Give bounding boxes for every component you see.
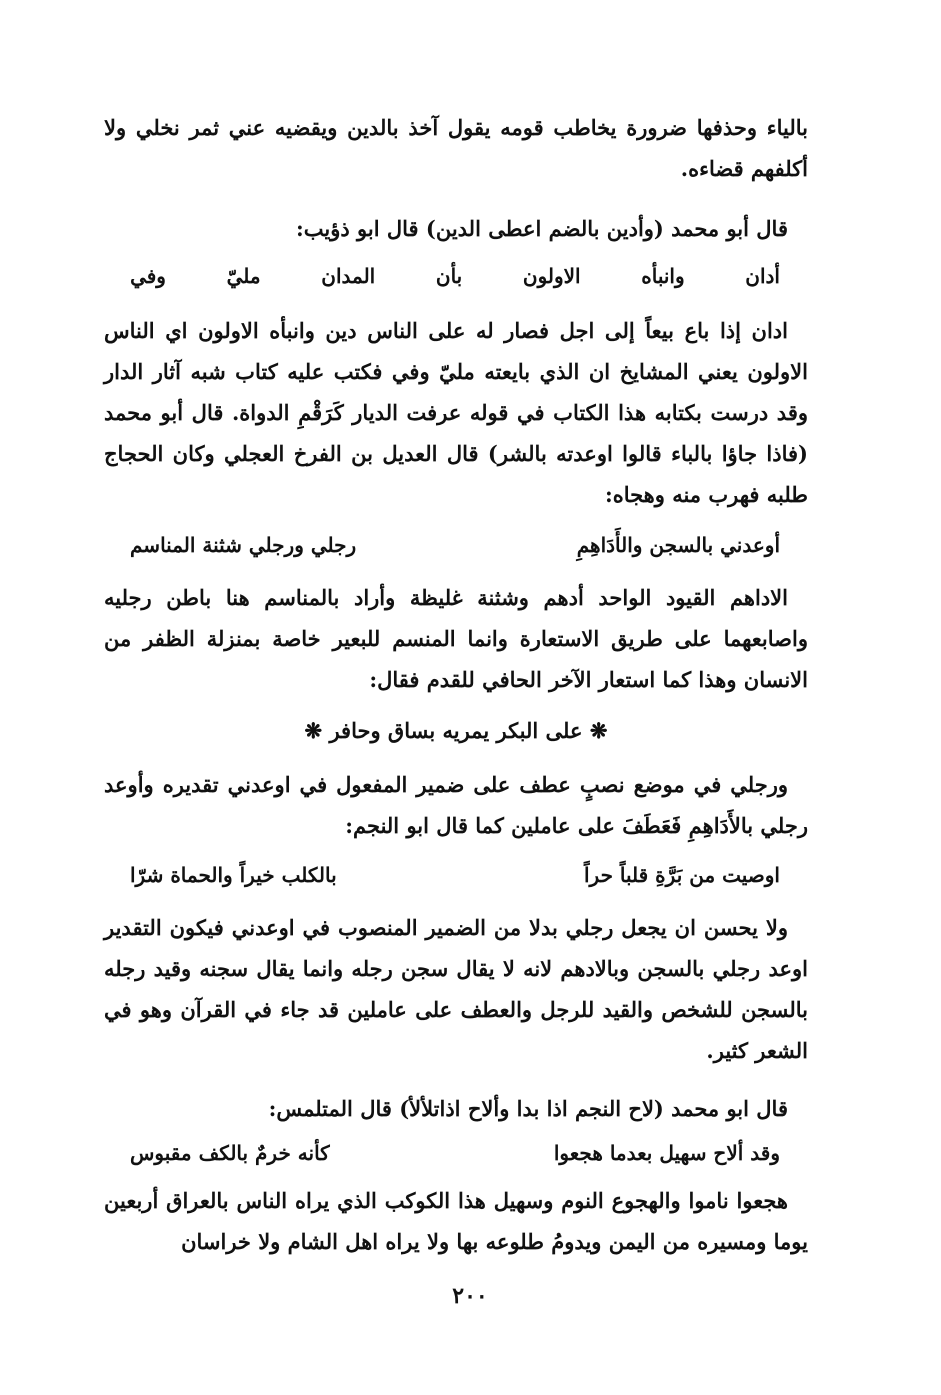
verse-1-word-3: الاولون bbox=[522, 264, 581, 288]
verse-1-word-1: أدان bbox=[745, 264, 780, 288]
paragraph-7: قال ابو محمد (لاح النجم اذا بدا وألاح اذاتلألأ) قال المتلمس: bbox=[268, 1096, 788, 1121]
verse-1-word-7: وفي bbox=[130, 264, 166, 288]
verse-1-word-6: مليّ bbox=[226, 264, 261, 288]
verse-3: ❋ على البكر يمريه بساق وحافر ❋ bbox=[304, 718, 608, 743]
paragraph-2: قال أبو محمد (وأدين بالضم اعطى الدين) قال ابو ذؤيب: bbox=[296, 216, 788, 241]
verse-1-word-4: بأن bbox=[435, 264, 463, 288]
page-number: ٢٠٠ bbox=[452, 1283, 488, 1309]
verse-5-first-hemistich: وقد ألاح سهيل بعدما هجعوا bbox=[553, 1141, 780, 1165]
verse-5-second-hemistich: كأنه خرمٌ بالكف مقبوس bbox=[130, 1141, 330, 1165]
verse-4 bbox=[130, 855, 780, 895]
paragraph-8: هجعوا ناموا والهجوع النوم وسهيل هذا الكوكب الذي يراه الناس بالعراق أربعين يوما ومسيره من اليمن ويدومُ طلوعه بها ولا يراه اهل الشام ولا خراسان bbox=[104, 1188, 808, 1254]
verse-4-first-hemistich: اوصيت من بَرَّةِ قلباً حراً bbox=[583, 863, 780, 887]
paragraph-1: بالياء وحذفها ضرورة يخاطب قومه يقول آخذ بالدين ويقضيه عني ثمر نخلي ولا أكلفهم قضاءه. bbox=[104, 115, 808, 181]
verse-1-word-2: وانبأه bbox=[641, 264, 685, 288]
verse-1-word-5: المدان bbox=[321, 264, 376, 288]
paragraph-5: ورجلي في موضع نصبٍ عطف على ضمير المفعول في اوعدني تقديره وأوعد رجلي بالأَدَاهِمِ فَعَطَفَ على عاملين كما قال ابو النجم: bbox=[104, 772, 808, 838]
verse-2-second-hemistich: رجلي ورجلي شثنة المناسم bbox=[130, 533, 357, 557]
verse-1 bbox=[130, 256, 780, 296]
verse-2-first-hemistich: أوعدني بالسجن والأَدَاهِمِ bbox=[576, 533, 780, 557]
paragraph-4: الاداهم القيود الواحد أدهم وشثنة غليظة وأراد بالمناسم هنا باطن رجليه واصابعهما على طريق الاستعارة وانما المنسم للبعير خاصة بمنزلة الظفر من الانسان وهذا كما استعار الآخر الحافي للقدم فقال: bbox=[104, 585, 808, 692]
paragraph-6: ولا يحسن ان يجعل رجلي بدلا من الضمير المنصوب في اوعدني فيكون التقدير اوعد رجلي بالسجن وبالادهم لانه لا يقال سجن رجله وانما يقال سجنه وقيد رجله بالسجن للشخص والقيد للرجل والعطف على عاملين قد جاء في القرآن وهو في الشعر كثير. bbox=[104, 915, 808, 1063]
verse-4-second-hemistich: بالكلب خيراً والحماة شرّا bbox=[130, 863, 337, 887]
verse-2 bbox=[130, 525, 780, 565]
verse-5 bbox=[130, 1133, 780, 1173]
paragraph-3: ادان إذا باع بيعاً إلى اجل فصار له على الناس دين وانبأه الاولون اي الناس الاولون يعني المشايخ ان الذي بايعته مليّ وفي فكتب عليه كتاب شبه آثار الدار وقد درست بكتابه هذا الكتاب في قوله عرفت الديار كَرَقْمِ الدواة. قال أبو محمد (فاذا جاؤا بالباء قالوا اوعدته بالشر) قال العديل بن الفرخ العجلي وكان الحجاج طلبه فهرب منه وهجاه: bbox=[104, 318, 808, 507]
